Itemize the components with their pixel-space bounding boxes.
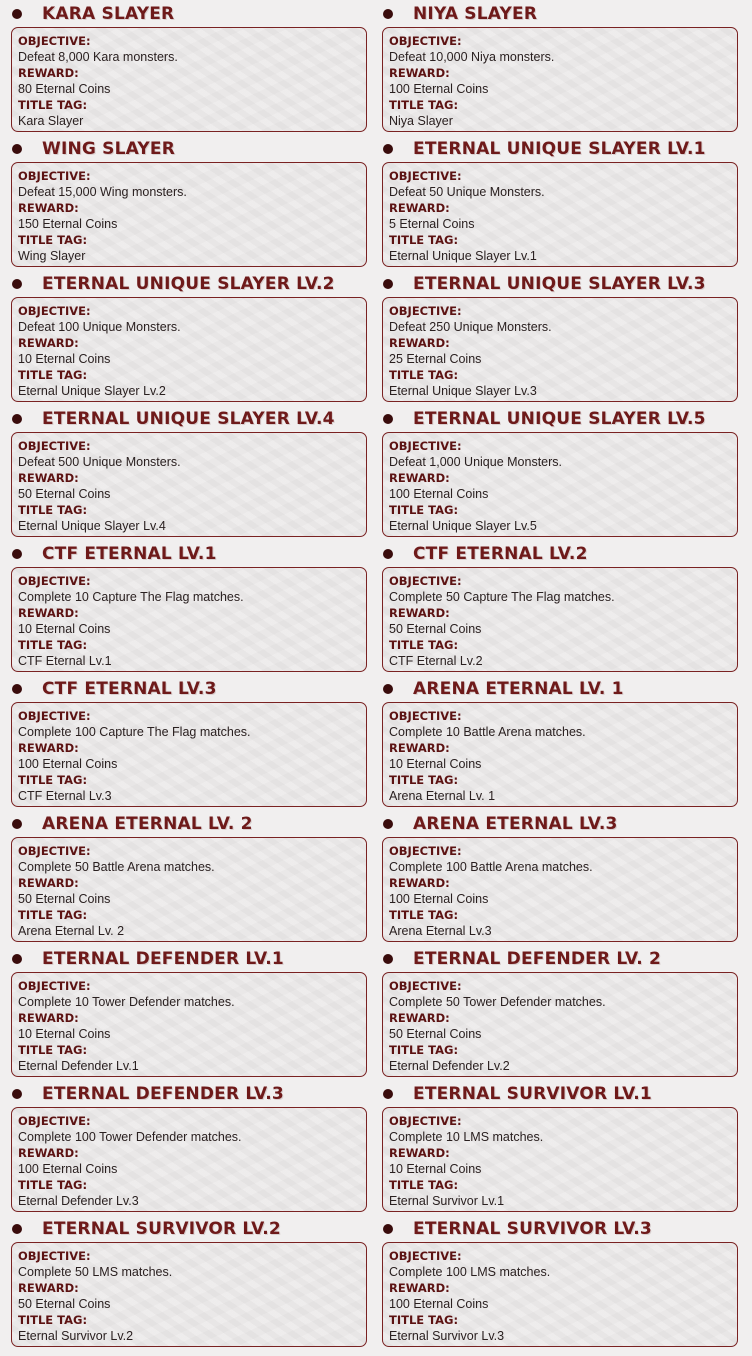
reward-label: REWARD:	[18, 1146, 79, 1160]
title-tag-label: TITLE TAG:	[18, 233, 88, 247]
objective-value: Defeat 10,000 Niya monsters.	[389, 50, 555, 64]
entry-title: ARENA ETERNAL LV.3	[413, 814, 618, 834]
objective-value: Defeat 500 Unique Monsters.	[18, 455, 181, 469]
bullet-icon	[383, 144, 393, 154]
entry-title: CTF ETERNAL LV.3	[42, 679, 217, 699]
reward-value: 100 Eternal Coins	[389, 1297, 489, 1311]
objective-label: OBJECTIVE:	[18, 304, 91, 318]
title-tag-value: Eternal Defender Lv.2	[389, 1059, 510, 1073]
entry-card	[11, 702, 367, 807]
bullet-icon	[383, 684, 393, 694]
reward-label: REWARD:	[18, 336, 79, 350]
title-tag-value: Niya Slayer	[389, 114, 453, 128]
reward-value: 50 Eternal Coins	[18, 892, 111, 906]
title-tag-value: Wing Slayer	[18, 249, 86, 263]
title-tag-value: CTF Eternal Lv.2	[389, 654, 483, 668]
title-tag-value: Kara Slayer	[18, 114, 84, 128]
entry-title: ETERNAL DEFENDER LV.1	[42, 949, 284, 969]
reward-value: 50 Eternal Coins	[18, 487, 111, 501]
objective-label: OBJECTIVE:	[18, 709, 91, 723]
reward-value: 10 Eternal Coins	[389, 1162, 482, 1176]
entry-heading	[11, 137, 175, 161]
entry-title: ETERNAL SURVIVOR LV.3	[413, 1219, 652, 1239]
entry-heading	[382, 272, 706, 296]
objective-label: OBJECTIVE:	[389, 844, 462, 858]
objective-value: Defeat 100 Unique Monsters.	[18, 320, 181, 334]
title-tag-label: TITLE TAG:	[18, 1043, 88, 1057]
entry-card	[11, 27, 367, 132]
bullet-icon	[12, 819, 22, 829]
bullet-icon	[383, 1089, 393, 1099]
title-tag-label: TITLE TAG:	[389, 638, 459, 652]
reward-value: 25 Eternal Coins	[389, 352, 482, 366]
title-tag-label: TITLE TAG:	[18, 638, 88, 652]
title-tag-label: TITLE TAG:	[18, 1313, 88, 1327]
reward-label: REWARD:	[18, 66, 79, 80]
reward-value: 150 Eternal Coins	[18, 217, 118, 231]
title-entry	[371, 675, 742, 810]
title-tag-value: CTF Eternal Lv.3	[18, 789, 112, 803]
objective-label: OBJECTIVE:	[389, 979, 462, 993]
title-entry	[0, 945, 371, 1080]
objective-value: Complete 10 LMS matches.	[389, 1130, 544, 1144]
objective-label: OBJECTIVE:	[18, 1249, 91, 1263]
title-entry	[371, 1080, 742, 1215]
entry-card	[382, 297, 738, 402]
title-tag-value: Eternal Defender Lv.3	[18, 1194, 139, 1208]
entry-card	[11, 1107, 367, 1212]
objective-value: Complete 50 Capture The Flag matches.	[389, 590, 615, 604]
objective-label: OBJECTIVE:	[18, 844, 91, 858]
entry-card	[382, 1107, 738, 1212]
entry-heading	[11, 1082, 284, 1106]
entry-card	[382, 162, 738, 267]
reward-value: 10 Eternal Coins	[18, 1027, 111, 1041]
title-tag-value: Eternal Unique Slayer Lv.5	[389, 519, 537, 533]
title-entry	[0, 675, 371, 810]
objective-value: Complete 50 Battle Arena matches.	[18, 860, 215, 874]
objective-value: Complete 10 Battle Arena matches.	[389, 725, 586, 739]
objective-value: Complete 100 Battle Arena matches.	[389, 860, 593, 874]
title-tag-value: CTF Eternal Lv.1	[18, 654, 112, 668]
entry-heading	[11, 407, 335, 431]
entry-heading	[11, 947, 284, 971]
objective-value: Complete 100 LMS matches.	[389, 1265, 551, 1279]
title-entry	[371, 270, 742, 405]
title-tag-value: Eternal Unique Slayer Lv.4	[18, 519, 166, 533]
bullet-icon	[383, 819, 393, 829]
title-tag-label: TITLE TAG:	[389, 1313, 459, 1327]
entry-card	[11, 972, 367, 1077]
title-tag-label: TITLE TAG:	[389, 908, 459, 922]
objective-label: OBJECTIVE:	[18, 574, 91, 588]
reward-label: REWARD:	[389, 66, 450, 80]
title-entry	[371, 810, 742, 945]
title-entry	[0, 405, 371, 540]
title-entry	[0, 270, 371, 405]
title-tag-label: TITLE TAG:	[389, 368, 459, 382]
entry-heading	[11, 272, 335, 296]
entry-heading	[11, 542, 217, 566]
title-tag-label: TITLE TAG:	[18, 1178, 88, 1192]
title-tag-label: TITLE TAG:	[18, 98, 88, 112]
entry-title: ETERNAL UNIQUE SLAYER LV.4	[42, 409, 335, 429]
reward-label: REWARD:	[18, 1281, 79, 1295]
entry-title: CTF ETERNAL LV.2	[413, 544, 588, 564]
title-tag-value: Eternal Survivor Lv.1	[389, 1194, 505, 1208]
entry-heading	[11, 677, 217, 701]
entry-card	[382, 972, 738, 1077]
reward-label: REWARD:	[389, 1281, 450, 1295]
bullet-icon	[12, 684, 22, 694]
reward-value: 50 Eternal Coins	[389, 1027, 482, 1041]
entry-card	[11, 432, 367, 537]
title-entry	[0, 810, 371, 945]
reward-label: REWARD:	[18, 471, 79, 485]
reward-label: REWARD:	[389, 1146, 450, 1160]
objective-label: OBJECTIVE:	[389, 1249, 462, 1263]
entry-title: ETERNAL DEFENDER LV. 2	[413, 949, 662, 969]
reward-label: REWARD:	[18, 201, 79, 215]
title-entry	[371, 945, 742, 1080]
reward-label: REWARD:	[389, 741, 450, 755]
objective-label: OBJECTIVE:	[389, 169, 462, 183]
entry-title: ETERNAL UNIQUE SLAYER LV.3	[413, 274, 706, 294]
entry-title: ARENA ETERNAL LV. 2	[42, 814, 253, 834]
objective-label: OBJECTIVE:	[389, 1114, 462, 1128]
bullet-icon	[12, 279, 22, 289]
entry-heading	[382, 1082, 652, 1106]
entry-title: ETERNAL UNIQUE SLAYER LV.5	[413, 409, 706, 429]
objective-label: OBJECTIVE:	[18, 439, 91, 453]
objective-value: Defeat 8,000 Kara monsters.	[18, 50, 178, 64]
entry-heading	[382, 812, 618, 836]
entry-title: CTF ETERNAL LV.1	[42, 544, 217, 564]
reward-label: REWARD:	[389, 876, 450, 890]
entry-card	[11, 1242, 367, 1347]
bullet-icon	[12, 414, 22, 424]
title-entry	[0, 135, 371, 270]
reward-label: REWARD:	[389, 336, 450, 350]
title-entry	[371, 0, 742, 135]
title-tag-label: TITLE TAG:	[389, 233, 459, 247]
bullet-icon	[12, 549, 22, 559]
reward-value: 50 Eternal Coins	[389, 622, 482, 636]
reward-value: 100 Eternal Coins	[389, 82, 489, 96]
reward-value: 80 Eternal Coins	[18, 82, 111, 96]
objective-label: OBJECTIVE:	[389, 574, 462, 588]
title-entry	[0, 540, 371, 675]
objective-value: Complete 100 Tower Defender matches.	[18, 1130, 242, 1144]
entry-card	[382, 567, 738, 672]
entry-title: ETERNAL SURVIVOR LV.1	[413, 1084, 652, 1104]
reward-value: 50 Eternal Coins	[18, 1297, 111, 1311]
entry-title: ETERNAL UNIQUE SLAYER LV.1	[413, 139, 706, 159]
entry-heading	[382, 947, 661, 971]
title-tag-value: Eternal Survivor Lv.2	[18, 1329, 134, 1343]
entry-card	[11, 297, 367, 402]
reward-label: REWARD:	[389, 606, 450, 620]
entry-title: WING SLAYER	[42, 139, 175, 159]
bullet-icon	[12, 144, 22, 154]
objective-label: OBJECTIVE:	[389, 304, 462, 318]
objective-label: OBJECTIVE:	[389, 439, 462, 453]
title-tag-value: Eternal Unique Slayer Lv.2	[18, 384, 166, 398]
objective-value: Defeat 250 Unique Monsters.	[389, 320, 552, 334]
objective-value: Defeat 15,000 Wing monsters.	[18, 185, 187, 199]
objective-label: OBJECTIVE:	[18, 169, 91, 183]
reward-value: 10 Eternal Coins	[18, 352, 111, 366]
title-entry	[0, 1215, 371, 1350]
objective-value: Defeat 50 Unique Monsters.	[389, 185, 545, 199]
entry-card	[382, 432, 738, 537]
entry-title: KARA SLAYER	[42, 4, 175, 24]
title-tag-label: TITLE TAG:	[389, 98, 459, 112]
title-tag-label: TITLE TAG:	[18, 503, 88, 517]
objective-value: Complete 50 Tower Defender matches.	[389, 995, 606, 1009]
bullet-icon	[383, 1224, 393, 1234]
reward-value: 100 Eternal Coins	[18, 1162, 118, 1176]
entry-heading	[11, 2, 174, 26]
reward-value: 10 Eternal Coins	[18, 622, 111, 636]
entry-card	[382, 27, 738, 132]
reward-label: REWARD:	[389, 1011, 450, 1025]
entry-card	[11, 837, 367, 942]
reward-value: 100 Eternal Coins	[389, 487, 489, 501]
title-tag-value: Eternal Unique Slayer Lv.1	[389, 249, 537, 263]
title-entry	[0, 1080, 371, 1215]
objective-value: Complete 100 Capture The Flag matches.	[18, 725, 251, 739]
objective-value: Complete 50 LMS matches.	[18, 1265, 173, 1279]
objective-value: Complete 10 Capture The Flag matches.	[18, 590, 244, 604]
title-tag-value: Eternal Defender Lv.1	[18, 1059, 139, 1073]
title-entry	[371, 405, 742, 540]
entry-heading	[382, 2, 537, 26]
entry-title: ARENA ETERNAL LV. 1	[413, 679, 624, 699]
objective-label: OBJECTIVE:	[389, 709, 462, 723]
reward-label: REWARD:	[18, 876, 79, 890]
entry-heading	[11, 812, 253, 836]
reward-value: 100 Eternal Coins	[389, 892, 489, 906]
reward-label: REWARD:	[18, 606, 79, 620]
bullet-icon	[12, 1224, 22, 1234]
title-entry	[371, 135, 742, 270]
title-tag-label: TITLE TAG:	[18, 908, 88, 922]
bullet-icon	[12, 1089, 22, 1099]
objective-label: OBJECTIVE:	[18, 34, 91, 48]
title-entry	[371, 540, 742, 675]
title-entry	[371, 1215, 742, 1350]
bullet-icon	[12, 9, 22, 19]
entry-card	[382, 1242, 738, 1347]
title-tag-value: Arena Eternal Lv. 2	[18, 924, 125, 938]
bullet-icon	[383, 954, 393, 964]
title-tag-label: TITLE TAG:	[389, 503, 459, 517]
title-entry	[0, 0, 371, 135]
title-tag-label: TITLE TAG:	[18, 368, 88, 382]
reward-label: REWARD:	[389, 471, 450, 485]
bullet-icon	[383, 414, 393, 424]
title-tag-label: TITLE TAG:	[389, 773, 459, 787]
entry-title: ETERNAL UNIQUE SLAYER LV.2	[42, 274, 335, 294]
reward-label: REWARD:	[389, 201, 450, 215]
entry-card	[382, 702, 738, 807]
entry-heading	[382, 407, 706, 431]
objective-label: OBJECTIVE:	[18, 979, 91, 993]
entry-heading	[382, 1217, 652, 1241]
entry-card	[11, 567, 367, 672]
bullet-icon	[383, 549, 393, 559]
entry-heading	[382, 137, 706, 161]
title-tag-value: Arena Eternal Lv.3	[389, 924, 492, 938]
objective-value: Complete 10 Tower Defender matches.	[18, 995, 235, 1009]
title-tag-label: TITLE TAG:	[389, 1178, 459, 1192]
reward-label: REWARD:	[18, 1011, 79, 1025]
entry-card	[11, 162, 367, 267]
entry-title: ETERNAL DEFENDER LV.3	[42, 1084, 284, 1104]
entry-title: NIYA SLAYER	[413, 4, 538, 24]
objective-label: OBJECTIVE:	[389, 34, 462, 48]
reward-value: 100 Eternal Coins	[18, 757, 118, 771]
bullet-icon	[12, 954, 22, 964]
entry-card	[382, 837, 738, 942]
entry-title: ETERNAL SURVIVOR LV.2	[42, 1219, 281, 1239]
title-tag-value: Eternal Unique Slayer Lv.3	[389, 384, 537, 398]
title-tag-label: TITLE TAG:	[18, 773, 88, 787]
title-tag-value: Arena Eternal Lv. 1	[389, 789, 496, 803]
objective-label: OBJECTIVE:	[18, 1114, 91, 1128]
title-tag-label: TITLE TAG:	[389, 1043, 459, 1057]
objective-value: Defeat 1,000 Unique Monsters.	[389, 455, 563, 469]
bullet-icon	[383, 9, 393, 19]
entry-heading	[11, 1217, 281, 1241]
entry-heading	[382, 542, 588, 566]
entry-heading	[382, 677, 624, 701]
reward-label: REWARD:	[18, 741, 79, 755]
reward-value: 5 Eternal Coins	[389, 217, 475, 231]
bullet-icon	[383, 279, 393, 289]
title-tag-value: Eternal Survivor Lv.3	[389, 1329, 505, 1343]
reward-value: 10 Eternal Coins	[389, 757, 482, 771]
